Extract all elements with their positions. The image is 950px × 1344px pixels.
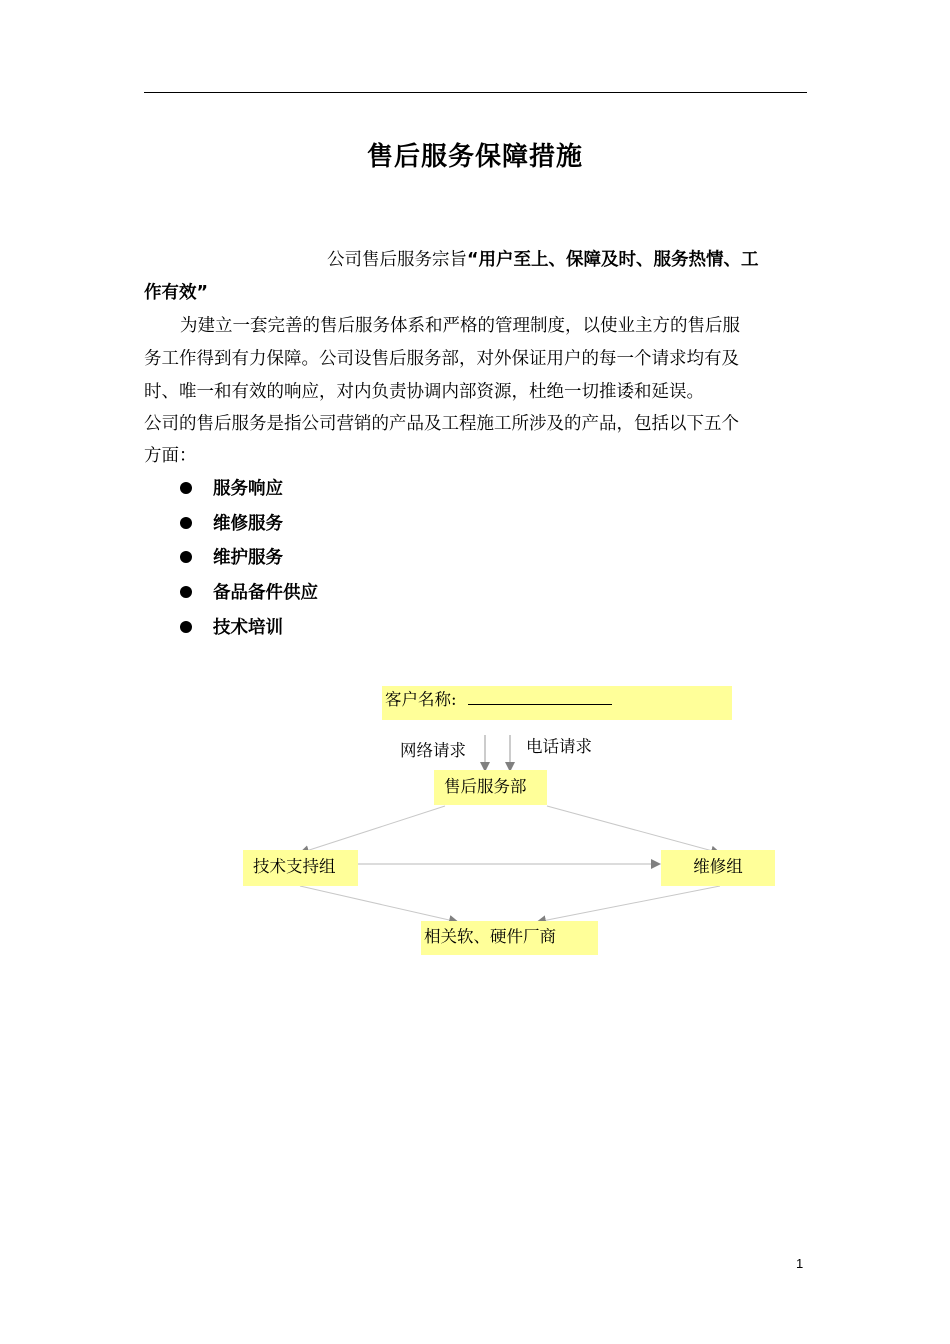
paragraph-line-2: 务工作得到有力保障。公司设售后服务部，对外保证用户的每一个请求均有及 — [144, 349, 739, 369]
bullet-dot-icon — [180, 551, 192, 563]
bullet-item: 备品备件供应 — [213, 583, 318, 603]
scope-line-1: 公司的售后服务是指公司营销的产品及工程施工所涉及的产品，包括以下五个 — [144, 414, 739, 434]
paragraph-line-3: 时、唯一和有效的响应，对内负责协调内部资源，杜绝一切推诿和延误。 — [144, 382, 704, 402]
customer-name-box — [382, 686, 732, 720]
customer-name-blank — [468, 690, 612, 705]
vendors-box: 相关软、硬件厂商 — [421, 921, 598, 955]
bullet-item: 服务响应 — [213, 479, 283, 499]
header-rule — [144, 92, 807, 93]
intro-prefix: 公司售后服务宗旨 — [327, 250, 467, 270]
network-request-label: 网络请求 — [400, 741, 466, 760]
bullet-item: 维护服务 — [213, 548, 283, 568]
service-motto: “用户至上、保障及时、服务热情、工 — [467, 250, 759, 270]
customer-name-label: 客户名称: — [385, 690, 457, 709]
tech-to-vendor-arrow — [300, 886, 458, 922]
bullet-item: 技术培训 — [213, 618, 283, 638]
phone-request-label: 电话请求 — [526, 737, 592, 756]
intro-line — [327, 248, 759, 272]
repair-group-box: 维修组 — [661, 850, 775, 886]
dept-to-repair-arrow — [547, 806, 720, 853]
scope-line-2: 方面： — [144, 446, 197, 466]
bullet-item: 维修服务 — [213, 514, 283, 534]
tech-support-box: 技术支持组 — [243, 850, 358, 886]
document-title: 售后服务保障措施 — [366, 142, 583, 172]
repair-to-vendor-arrow — [537, 886, 720, 922]
bullet-dot-icon — [180, 621, 192, 633]
service-motto-continued: 作有效” — [144, 283, 209, 303]
page-number: 1 — [796, 1256, 804, 1271]
bullet-dot-icon — [180, 517, 192, 529]
dept-to-tech-arrow — [300, 806, 445, 853]
bullet-dot-icon — [180, 586, 192, 598]
bullet-dot-icon — [180, 482, 192, 494]
paragraph-line-1: 为建立一套完善的售后服务体系和严格的管理制度，以使业主方的售后服 — [180, 316, 740, 336]
after-sales-dept-box: 售后服务部 — [434, 770, 547, 805]
